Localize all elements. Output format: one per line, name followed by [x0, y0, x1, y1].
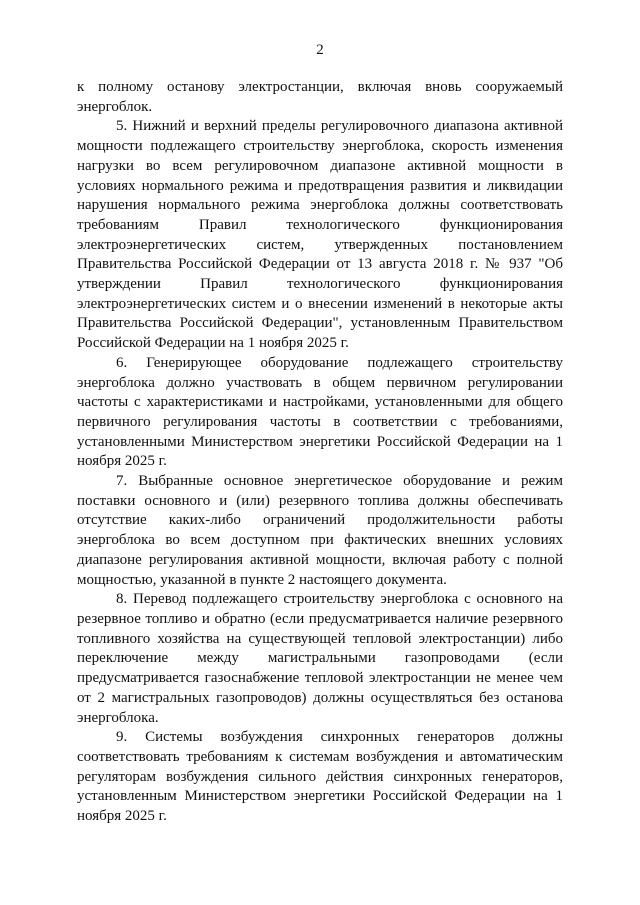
page-number: 2: [316, 42, 324, 58]
document-body: [77, 78, 563, 827]
paragraph-item-8: 8. Перевод подлежащего строительству энергоблока с основного на резервное топливо и обратно (если предусматривается наличие резервного топливного хозяйства на существующей тепловой электростанции) либо переключение между магистральными газопроводами (если предусматривается газоснабжение тепловой электростанции не менее чем от 2 магистральных газопроводов) должны осуществляться без останова энергоблока.: [77, 591, 563, 726]
paragraph-item-7: 7. Выбранные основное энергетическое оборудование и режим поставки основного и (или) резервного топлива должны обеспечивать отсутствие каких-либо ограничений продолжительности работы энергоблока во всем доступном при фактических внешних условиях диапазоне регулирования активной мощности, включая работу с полной мощностью, указанной в пункте 2 настоящего документа.: [77, 473, 563, 588]
paragraph-item-5: 5. Нижний и верхний пределы регулировочного диапазона активной мощности подлежащего строительству энергоблока, скорость изменения нагрузки во всем регулировочном диапазоне активной мощности в условиях нормального режима и предотвращения развития и ликвидации нарушения нормального режима энергоблока должны соответствовать требованиям Правил технологического функционирования электроэнергетических систем, утвержденных постановлением Правительства Российской Федерации от 13 августа 2018 г. № 937 "Об утверждении Правил технологического функционирования электроэнергетических систем и о внесении изменений в некоторые акты Правительства Российской Федерации", установленным Правительством Российской Федерации на 1 ноября 2025 г.: [77, 118, 563, 352]
paragraph-item-6: 6. Генерирующее оборудование подлежащего строительству энергоблока должно участвовать в общем первичном регулировании частоты с характеристиками и настройками, установленными для общего первичного регулирования частоты в соответствии с требованиями, установленными Министерством энергетики Российской Федерации на 1 ноября 2025 г.: [77, 354, 563, 470]
paragraph-item-9: 9. Системы возбуждения синхронных генераторов должны соответствовать требованиям к системам возбуждения и автоматическим регуляторам возбуждения сильного действия синхронных генераторов, установленным Министерством энергетики Российской Федерации на 1 ноября 2025 г.: [77, 729, 563, 825]
paragraph-continuation: к полному останову электростанции, включая вновь сооружаемый энергоблок.: [77, 79, 563, 115]
